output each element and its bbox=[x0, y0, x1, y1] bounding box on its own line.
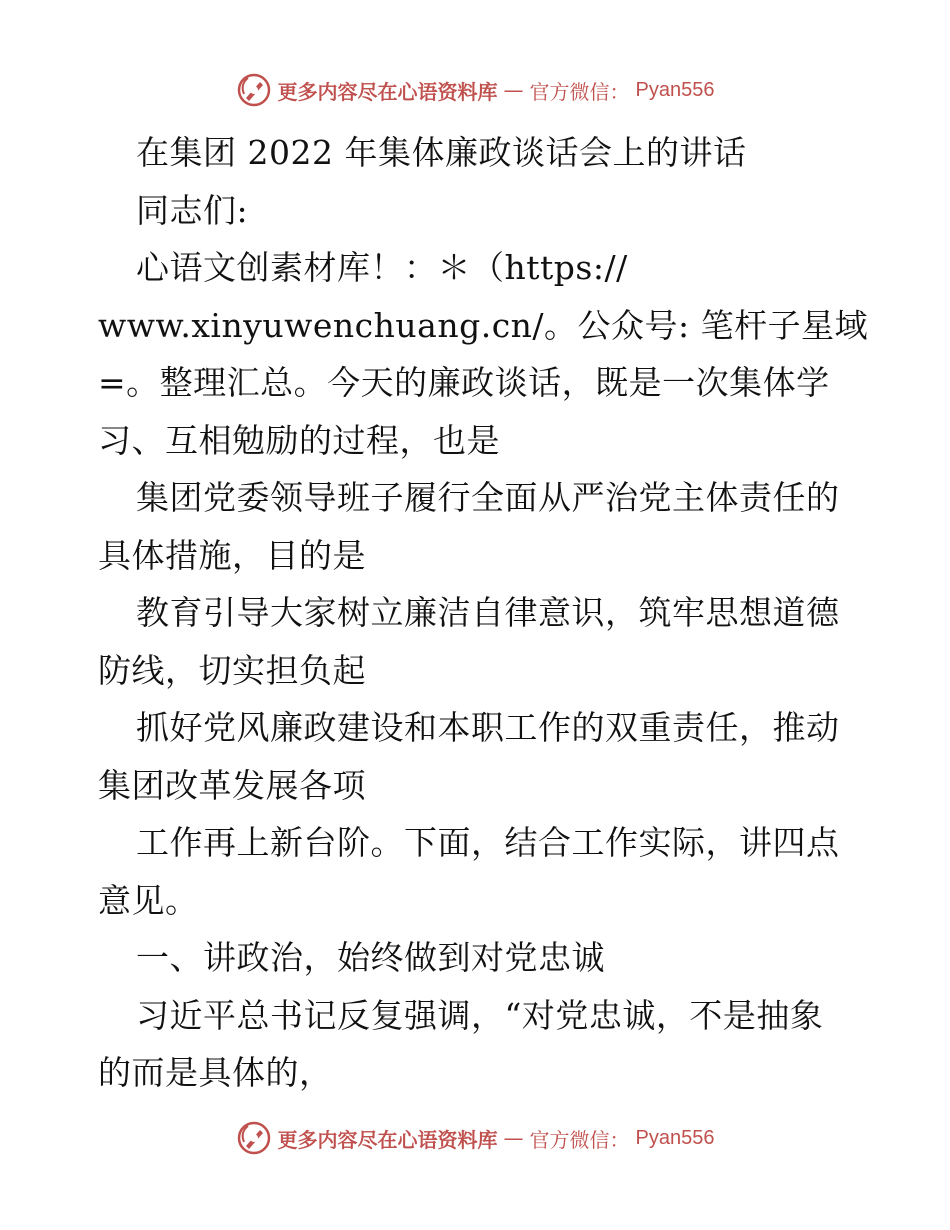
doc-line: 具体措施，目的是 bbox=[98, 535, 366, 575]
doc-line: www.xinyuwenchuang.cn/。公众号: 笔杆子星域 bbox=[98, 305, 869, 345]
banner-dash: — bbox=[503, 78, 524, 102]
header-banner bbox=[0, 70, 950, 110]
banner-slogan: 更多内容尽在心语资料库 bbox=[277, 1127, 498, 1152]
doc-line: 工作再上新台阶。下面，结合工作实际，讲四点 bbox=[136, 823, 840, 862]
doc-line: 防线，切实担负起 bbox=[98, 650, 366, 690]
banner-wechat-id: Pyan556 bbox=[635, 78, 715, 101]
footer-banner bbox=[0, 1118, 950, 1158]
document-body bbox=[98, 124, 869, 1102]
banner-wechat-label: 官方微信： bbox=[529, 79, 630, 104]
doc-line: 心语文创素材库！：＊（https:// bbox=[136, 248, 628, 287]
doc-line: 意见。 bbox=[98, 880, 199, 920]
pen-logo-icon bbox=[236, 1120, 272, 1156]
banner-wechat-label: 官方微信： bbox=[529, 1127, 630, 1152]
doc-line: 集团改革发展各项 bbox=[98, 765, 366, 805]
pen-logo-icon bbox=[236, 72, 272, 108]
salutation: 同志们: bbox=[136, 190, 249, 230]
doc-line: 的而是具体的， bbox=[98, 1053, 333, 1092]
doc-line: 抓好党风廉政建设和本职工作的双重责任，推动 bbox=[136, 708, 840, 747]
doc-line: 习近平总书记反复强调，“对党忠诚，不是抽象 bbox=[136, 995, 824, 1035]
section-heading: 一、讲政治，始终做到对党忠诚 bbox=[136, 938, 605, 977]
banner-wechat-id: Pyan556 bbox=[635, 1126, 715, 1149]
banner-slogan: 更多内容尽在心语资料库 bbox=[277, 79, 498, 104]
doc-line: 习、互相勉励的过程，也是 bbox=[98, 420, 500, 460]
banner-dash: — bbox=[503, 1126, 524, 1150]
doc-line: =。整理汇总。今天的廉政谈话，既是一次集体学 bbox=[98, 363, 830, 402]
doc-line: 集团党委领导班子履行全面从严治党主体责任的 bbox=[136, 478, 840, 517]
doc-line: 教育引导大家树立廉洁自律意识，筑牢思想道德 bbox=[136, 593, 840, 632]
doc-title: 在集团 2022 年集体廉政谈话会上的讲话 bbox=[136, 133, 747, 172]
